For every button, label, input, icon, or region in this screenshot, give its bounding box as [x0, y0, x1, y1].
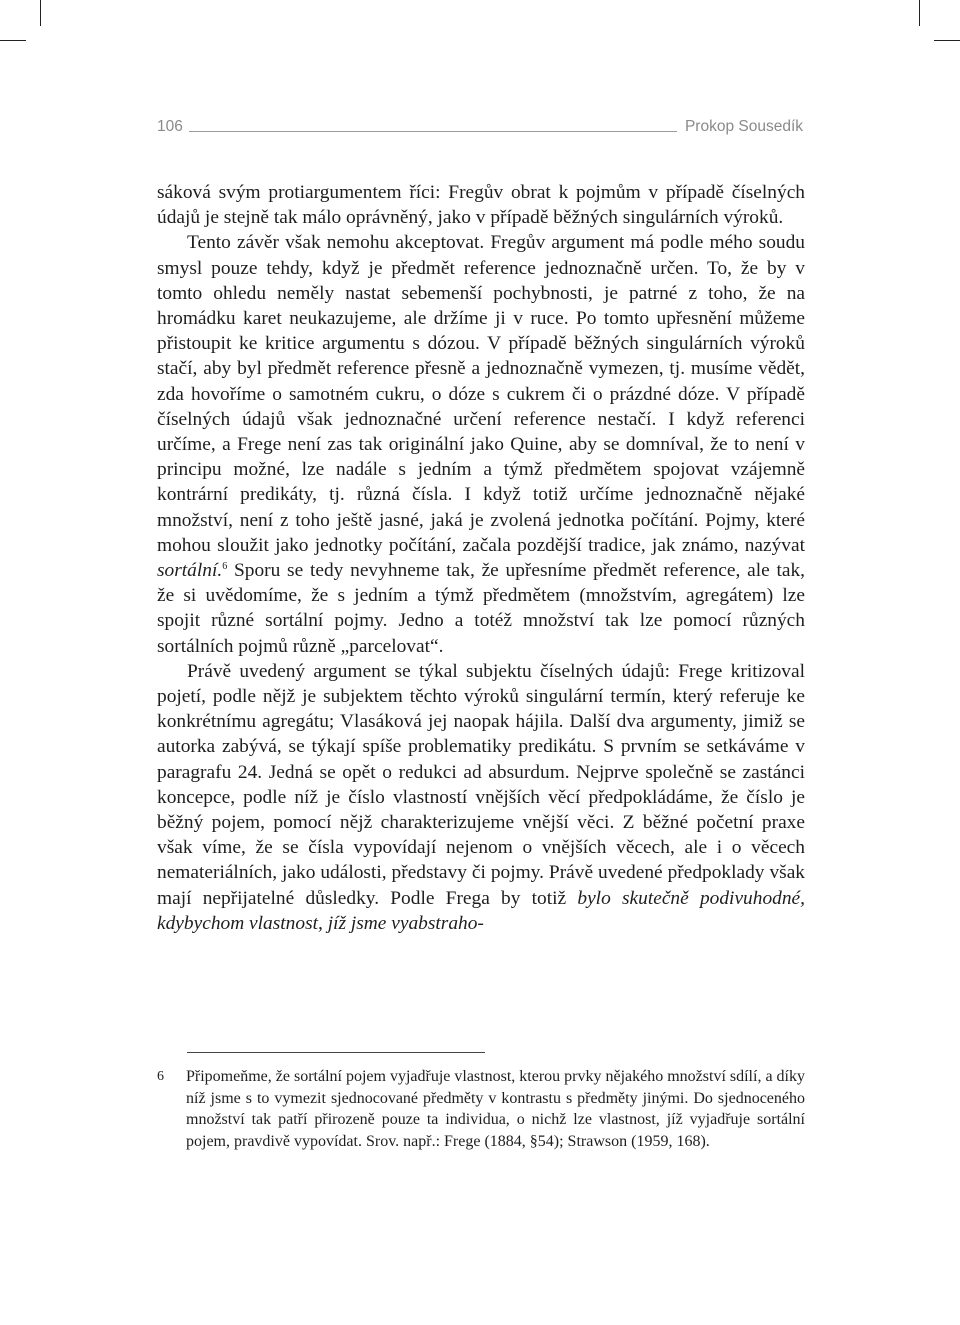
running-head-author: Prokop Sousedík [684, 118, 803, 135]
header-rule [189, 131, 677, 132]
footnote-reference: 6 [222, 561, 228, 573]
crop-mark [40, 0, 41, 26]
paragraph [157, 230, 805, 658]
body-text [157, 180, 805, 936]
paragraph-text: Právě uvedený argument se týkal subjektu číselných údajů: Frege kritizoval pojetí, podle nějž je subjektem těchto výroků singulární termín, který referuje ke konkrétnímu agregátu; Vlasáková jej naopak hájila. Další dva argumenty, jimiž se autorka zabývá, se týkají spíše problematiky predikátu. S prvním se setkáváme v paragrafu 24. Jedná se opět o redukci ad absurdum. Nejprve společně se zastánci koncepce, podle níž je číslo vlastností vnějších věcí předpokládáme, že číslo je běžný pojem, pomocí nějž charakterizujeme vnější věci. Z běžné početní praxe však víme, že se čísla vypovídají nejenom o vnějších věcech, ale i o věcech nemateriálních, jako události, představy či pojmy. Právě uvedené předpoklady však mají nepřijatelné důsledky. Podle Frega by totiž [157, 660, 805, 909]
paragraph [157, 659, 805, 936]
page-number: 106 [157, 118, 183, 135]
crop-mark [934, 40, 960, 41]
italic-quote: bylo skutečně podivuhodné, kdybychom vlastnost, jíž jsme vyabstraho- [157, 887, 805, 934]
footnote-number: 6 [157, 1069, 164, 1084]
footnote-rule [187, 1052, 485, 1053]
crop-mark [919, 0, 920, 26]
crop-mark [0, 40, 26, 41]
footnote [157, 1066, 805, 1152]
italic-term: sortální. [157, 560, 223, 582]
paragraph-text: Tento závěr však nemohu akceptovat. Fregův argument má podle mého soudu smysl pouze tehdy, když je předmět reference jednoznačně určen. To, že by v tomto ohledu neměly nastat sebemenší pochybnosti, je patrné z toho, že na hromádku karet neukazujeme, ale držíme ji v ruce. Po tomto upřesnění můžeme přistoupit ke kritice argumentu s dózou. V případě běžných singulárních výroků stačí, aby byl předmět reference přesně a jednoznačně vymezen, tj. musíme vědět, zda hovoříme o samotném cukru, o dóze s cukrem či o prázdné dóze. V případě číselných údajů však jednoznačné určení reference nestačí. I když referenci určíme, a Frege není zas tak originální jako Quine, aby se domníval, že to není v principu možné, lze nadále s jedním a týmž předmětem spojovat vzájemně kontrární predikáty, tj. různá čísla. I když totiž určíme jednoznačně nějaké množství, není z toho ještě jasné, jaká je zvolená jednotka počítání. Pojmy, které mohou sloužit jako jednotky počítání, začala pozdější tradice, jak známo, nazývat [157, 232, 805, 556]
paragraph-text: Sporu se tedy nevyhneme tak, že upřesníme předmět reference, ale tak, že si uvědomíme, že s jedním a týmž předmětem (množstvím, agregátem) lze spojit různé sortální pojmy. Jedno a totéž množství tak lze pomocí různých sortálních pojmů různě „parcelovat“. [157, 560, 805, 657]
running-head [157, 116, 803, 136]
footnote-text: Připomeňme, že sortální pojem vyjadřuje vlastnost, kterou prvky nějakého množství sdílí, a díky níž jsme s to vymezit sjednocované předměty v kontrastu s předměty jinými. Do sjednoceného množství tak patří přirozeně pouze ta individua, o nichž lze vlastnost, jíž vyjadřuje sortální pojem, pravdivě vypovídat. Srov. např.: Frege (1884, §54); Strawson (1959, 168). [186, 1068, 805, 1150]
paragraph-continued: sáková svým protiargumentem říci: Fregův obrat k pojmům v případě číselných údajů je stejně tak málo oprávněný, jako v případě běžných singulárních výroků. [157, 182, 805, 229]
